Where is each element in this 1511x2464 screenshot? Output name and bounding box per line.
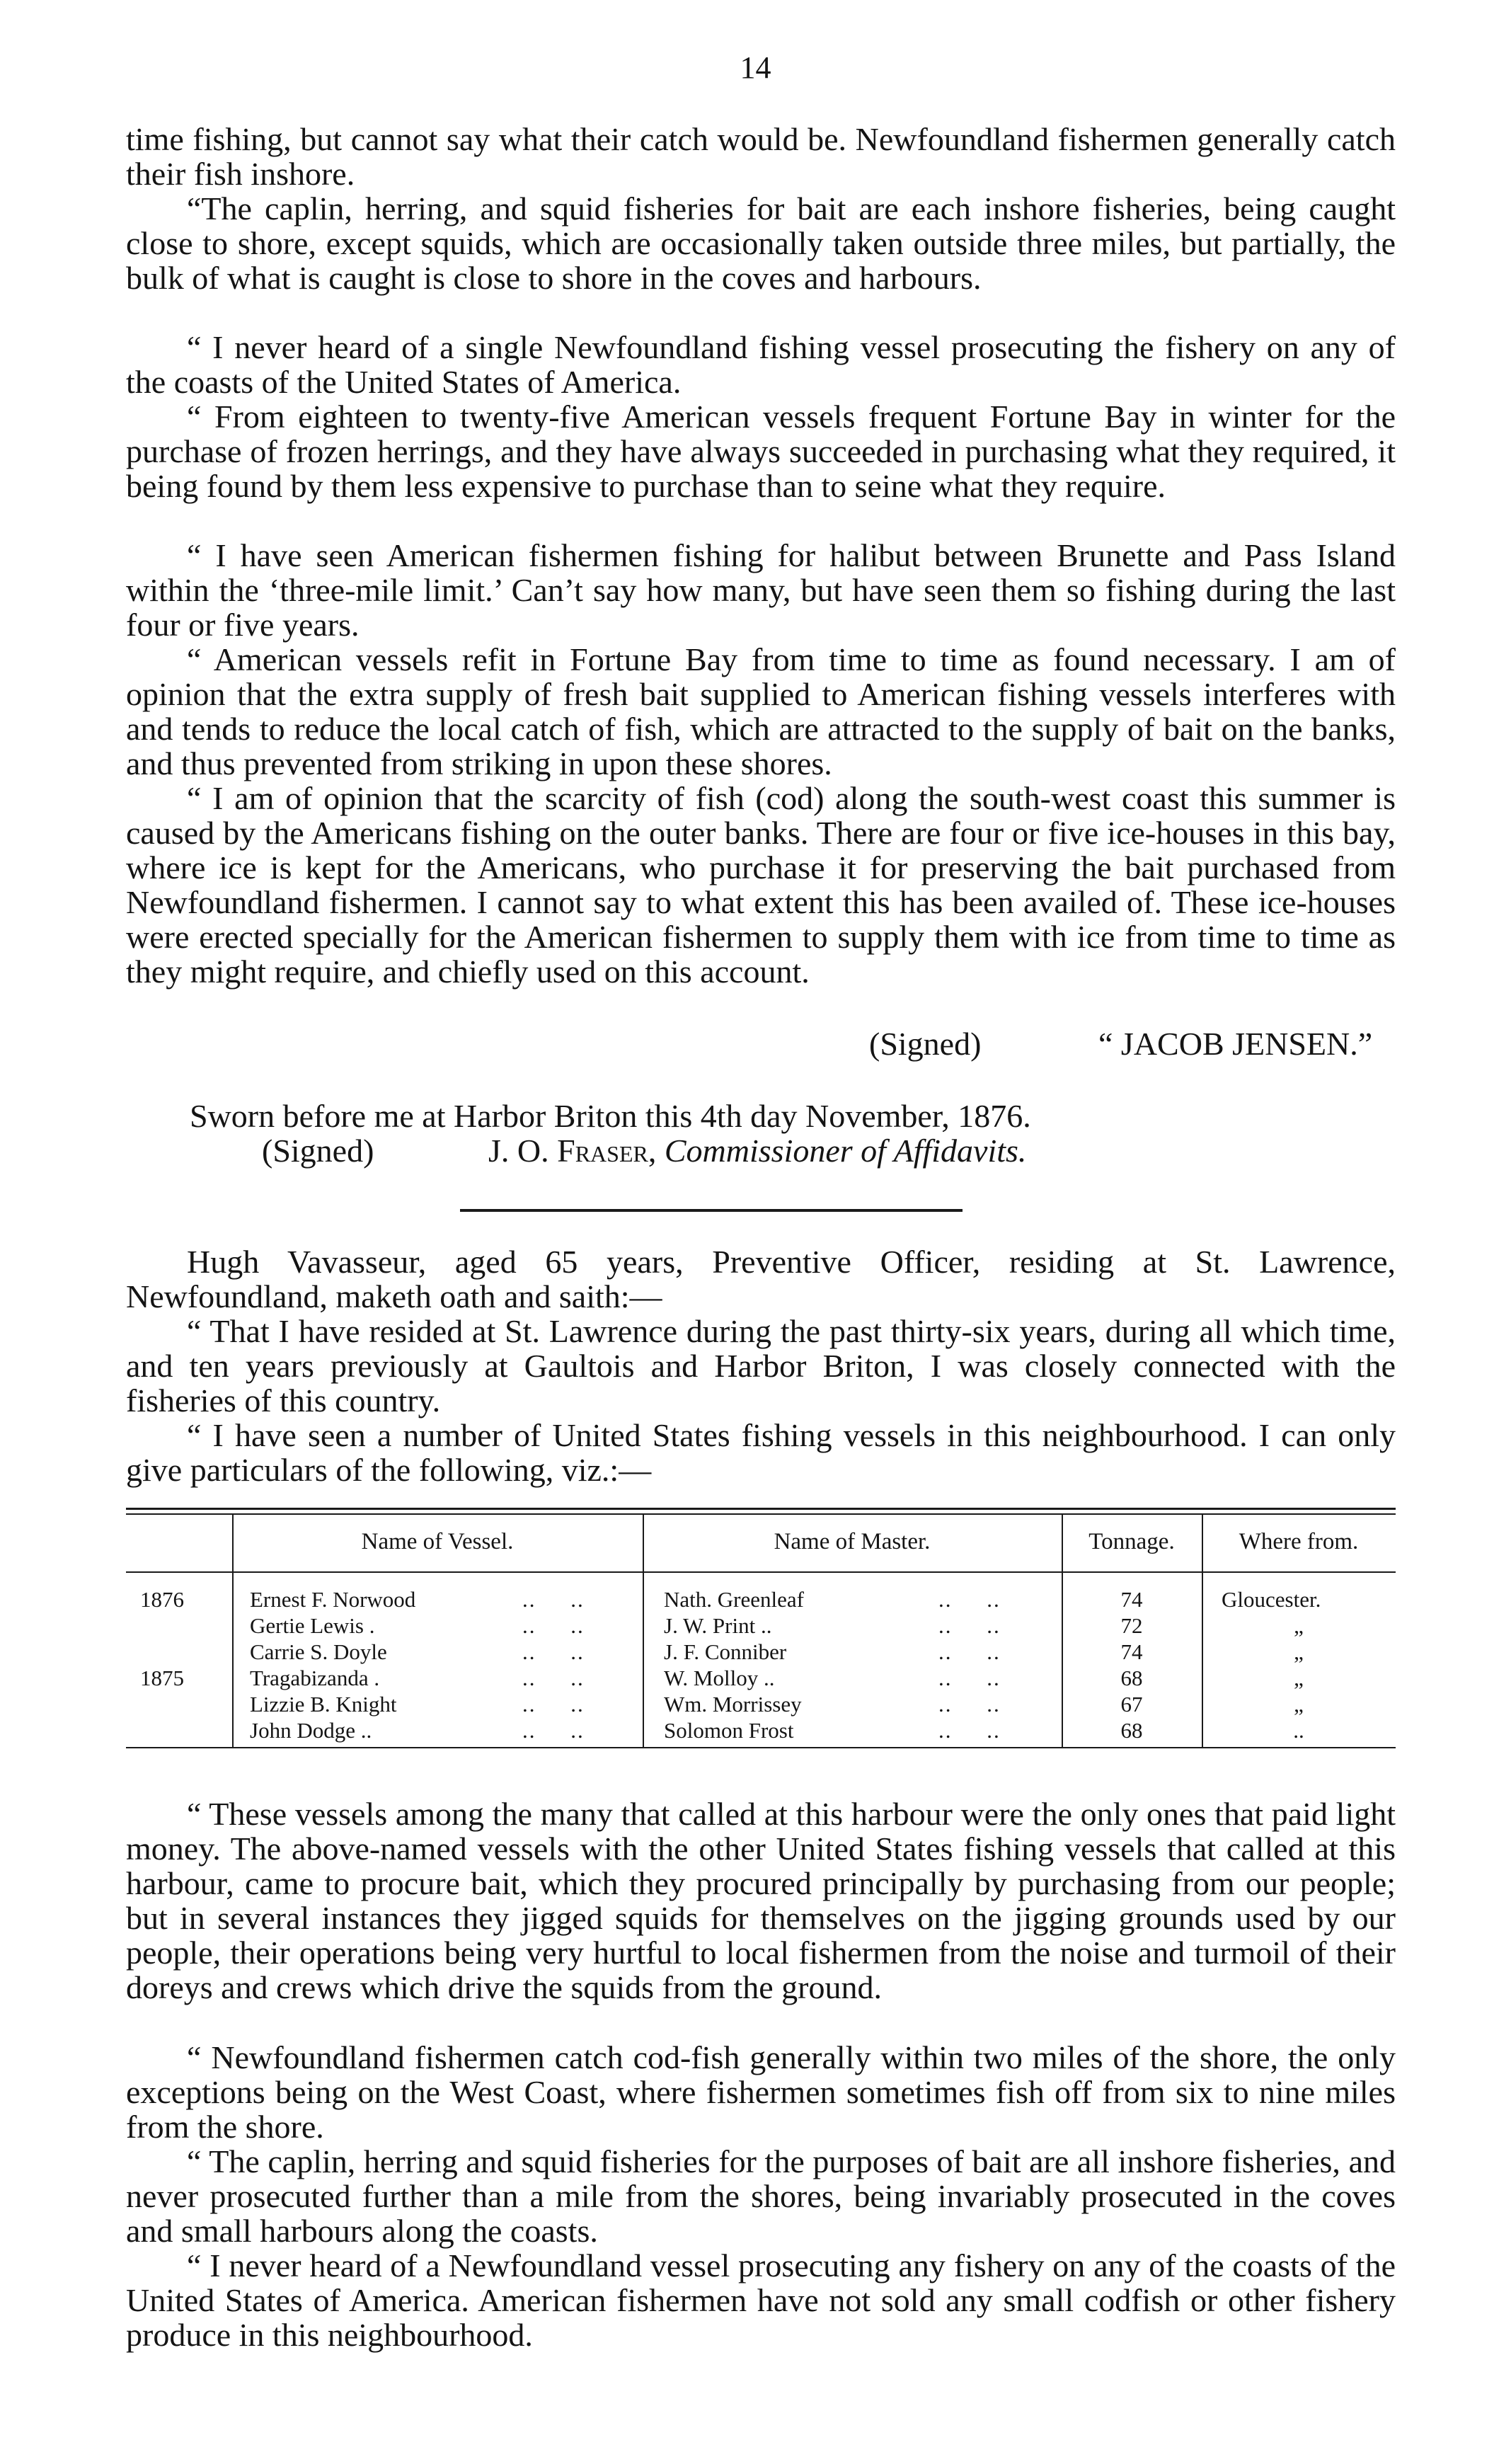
table-cell-master: Wm. Morrissey xyxy=(664,1692,802,1717)
leader-dots: .. .. xyxy=(938,1587,1001,1612)
table-cell-vessel: Ernest F. Norwood xyxy=(250,1587,416,1612)
leader-dots: .. .. xyxy=(938,1666,1001,1690)
table-top-rule xyxy=(126,1508,1396,1510)
paragraph: “ I never heard of a single Newfoundland fishing vessel prosecuting the fishery on any of the coasts of the United States of America. xyxy=(126,329,1396,400)
header-master: Name of Master. xyxy=(774,1529,931,1554)
signed-label: (Signed) xyxy=(869,1026,982,1062)
leader-dots: .. .. xyxy=(522,1639,585,1664)
table-cell-tonnage: 68 xyxy=(1120,1666,1143,1690)
paragraph: “The caplin, herring, and squid fisheries for bait are each inshore fisheries, being caught close to shore, except squids, which are occasionally taken outside three miles, but partially, the bulk of what is caught is close to shore in the coves and harbours. xyxy=(126,190,1396,296)
paragraph: “ From eighteen to twenty-five American vessels frequent Fortune Bay in winter for the purchase of frozen herrings, and they have always succeeded in purchasing what they required, it being found by them less expensive to purchase than to seine what they require. xyxy=(126,399,1396,504)
table-header-rule xyxy=(126,1571,1396,1573)
table-cell-from: „ xyxy=(1294,1692,1304,1717)
table-cell-vessel: Carrie S. Doyle xyxy=(250,1639,387,1664)
table-cell-from: „ xyxy=(1294,1639,1304,1664)
leader-dots: .. .. xyxy=(938,1639,1001,1664)
paragraph: “ That I have resided at St. Lawrence during the past thirty-six years, during all which time, and ten years previously at Gaultois and Harbor Briton, I was closely connected with the fisheries of this country. xyxy=(126,1313,1396,1419)
commissioner-signature xyxy=(488,1133,1026,1168)
table-cell-vessel: Tragabizanda . xyxy=(250,1666,380,1690)
table-cell-master: W. Molloy .. xyxy=(664,1666,775,1690)
leader-dots: .. .. xyxy=(522,1718,585,1743)
table-cell-vessel: Gertie Lewis . xyxy=(250,1613,375,1638)
paragraph: “ I am of opinion that the scarcity of fish (cod) along the south-west coast this summer is caused by the Americans fishing on the outer banks. There are four or five ice-houses in this bay, where ice is kept for the Americans, who purchase it for preserving the bait purchased from Newfoundland fishermen. I cannot say to what extent this has been availed of. These ice-houses were erected specially for the American fishermen to supply them with ice from time to time as they might require, and chiefly used on this account. xyxy=(126,780,1396,990)
table-top-rule-thin xyxy=(126,1513,1396,1515)
table-cell-from: „ xyxy=(1294,1666,1304,1690)
page-number: 14 xyxy=(740,50,771,85)
leader-dots: .. .. xyxy=(522,1692,585,1717)
table-cell-tonnage: 67 xyxy=(1120,1692,1143,1717)
table-cell-from: „ xyxy=(1294,1613,1304,1638)
paragraph: “ American vessels refit in Fortune Bay from time to time as found necessary. I am of opinion that the extra supply of fresh bait supplied to American fishing vessels interferes with and tends to reduce the local catch of fish, which are attracted to the supply of bait on the banks, and thus prevented from striking in upon these shores. xyxy=(126,641,1396,781)
paragraph: “ Newfoundland fishermen catch cod-fish generally within two miles of the shore, the only exceptions being on the West Coast, where fishermen sometimes fish off from six to nine miles from the shore. xyxy=(126,2039,1396,2145)
table-cell-vessel: John Dodge .. xyxy=(250,1718,372,1743)
table-cell-master: J. F. Conniber xyxy=(664,1639,787,1664)
table-cell-tonnage: 74 xyxy=(1120,1587,1143,1612)
table-cell-from: Gloucester. xyxy=(1222,1587,1321,1612)
leader-dots: .. .. xyxy=(522,1587,585,1612)
header-tonnage: Tonnage. xyxy=(1088,1529,1175,1554)
leader-dots: .. .. xyxy=(522,1613,585,1638)
leader-dots: .. .. xyxy=(522,1666,585,1690)
table-cell-from: .. xyxy=(1293,1718,1304,1743)
leader-dots: .. .. xyxy=(938,1692,1001,1717)
vessel-table xyxy=(126,1508,1396,1748)
table-cell-year: 1875 xyxy=(140,1666,184,1690)
table-cell-master: J. W. Print .. xyxy=(664,1613,772,1638)
paragraph: “ The caplin, herring and squid fisheries for the purposes of bait are all inshore fisheries, and never prosecuted further than a mile from the shores, being invariably prosecuted in the coves and small harbours along the coasts. xyxy=(126,2143,1396,2249)
table-cell-tonnage: 72 xyxy=(1120,1613,1143,1638)
paragraph: “ I never heard of a Newfoundland vessel prosecuting any fishery on any of the coasts of the United States of America. American fishermen have not sold any small codfish or other fishery produce in this neighbourhood. xyxy=(126,2247,1396,2353)
table-bottom-rule xyxy=(126,1747,1396,1748)
commissioner-name: J. O. Fraser, xyxy=(488,1133,657,1169)
commissioner-title: Commissioner of Affidavits. xyxy=(664,1133,1027,1169)
table-cell-tonnage: 68 xyxy=(1120,1718,1143,1743)
paragraph: Hugh Vavasseur, aged 65 years, Preventive Officer, residing at St. Lawrence, Newfoundland, maketh oath and saith:— xyxy=(126,1244,1396,1314)
commissioner-signed-label: (Signed) xyxy=(262,1133,374,1169)
leader-dots: .. .. xyxy=(938,1718,1001,1743)
header-where-from: Where from. xyxy=(1239,1529,1359,1554)
table-cell-year: 1876 xyxy=(140,1587,184,1612)
paragraph: time fishing, but cannot say what their catch would be. Newfoundland fishermen generally catch their fish inshore. xyxy=(126,121,1396,192)
table-cell-master: Nath. Greenleaf xyxy=(664,1587,804,1612)
table-cell-master: Solomon Frost xyxy=(664,1718,794,1743)
paragraph: “ I have seen American fishermen fishing for halibut between Brunette and Pass Island within the ‘three-mile limit.’ Can’t say how many, but have seen them so fishing during the last four or five years. xyxy=(126,537,1396,643)
table-cell-tonnage: 74 xyxy=(1120,1639,1143,1664)
table-cell-vessel: Lizzie B. Knight xyxy=(250,1692,397,1717)
header-vessel: Name of Vessel. xyxy=(361,1529,514,1554)
paragraph: “ These vessels among the many that called at this harbour were the only ones that paid light money. The above-named vessels with the other United States fishing vessels that called at this harbour, came to procure bait, which they procured principally by purchasing from our people; but in several instances they jigged squids for themselves on the jigging grounds used by our people, their operations being very hurtful to local fishermen from the noise and turmoil of their doreys and crews which drive the squids from the ground. xyxy=(126,1796,1396,2005)
leader-dots: .. .. xyxy=(938,1613,1001,1638)
paragraph: “ I have seen a number of United States fishing vessels in this neighbourhood. I can only give particulars of the following, viz.:— xyxy=(126,1417,1396,1488)
sworn-line: Sworn before me at Harbor Briton this 4th day November, 1876. xyxy=(190,1098,1031,1134)
signature-name: “ JACOB JENSEN.” xyxy=(1098,1026,1373,1062)
section-divider xyxy=(460,1209,963,1212)
